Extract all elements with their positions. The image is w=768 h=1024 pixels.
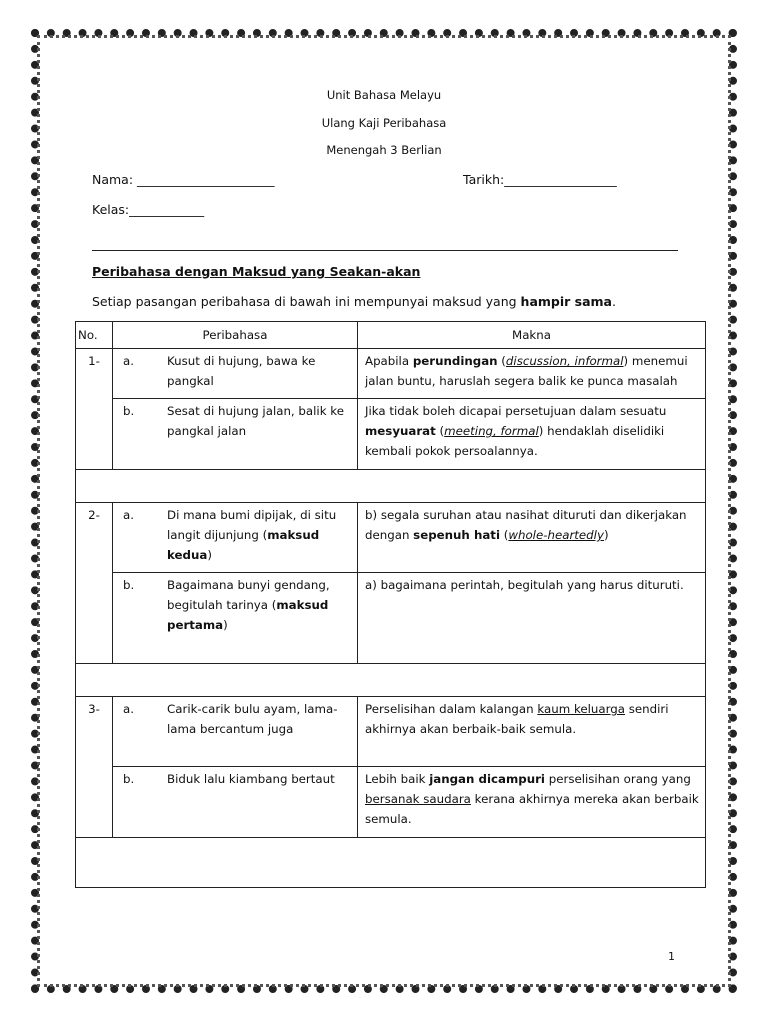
makna-cell: a) bagaimana perintah, begitulah yang harus dituruti.	[358, 573, 706, 664]
header-peribahasa: Peribahasa	[113, 322, 358, 349]
item-label: a.	[113, 503, 168, 573]
tarikh-field[interactable]: Tarikh:__________________	[463, 172, 617, 187]
table-header-row	[76, 322, 706, 349]
table-row	[76, 503, 706, 573]
table-row	[76, 399, 706, 470]
separator-row	[76, 470, 706, 503]
nama-field[interactable]: Nama: ______________________	[92, 172, 275, 187]
peribahasa-cell: Carik-carik bulu ayam, lama-lama bercantum juga	[167, 697, 358, 767]
peribahasa-table	[75, 321, 706, 888]
page-number: 1	[668, 950, 675, 963]
peribahasa-cell: Bagaimana bunyi gendang, begitulah tarinya (maksud pertama)	[167, 573, 358, 664]
row-number: 3-	[76, 697, 113, 838]
item-label: b.	[113, 767, 168, 838]
separator-row	[76, 838, 706, 888]
item-label: a.	[113, 349, 168, 399]
section-title: Peribahasa dengan Maksud yang Seakan-akan	[92, 264, 421, 279]
header-class: Menengah 3 Berlian	[326, 143, 442, 157]
table-row	[76, 697, 706, 767]
row-number: 1-	[76, 349, 113, 470]
header-title: Ulang Kaji Peribahasa	[321, 116, 447, 130]
header-no: No.	[76, 322, 113, 349]
peribahasa-cell: Sesat di hujung jalan, balik ke pangkal jalan	[167, 399, 358, 470]
divider	[92, 250, 678, 251]
kelas-field[interactable]: Kelas:____________	[92, 202, 205, 217]
table-row	[76, 767, 706, 838]
row-number: 2-	[76, 503, 113, 664]
header-makna: Makna	[358, 322, 706, 349]
makna-cell: Lebih baik jangan dicampuri perselisihan orang yang bersanak saudara kerana akhirnya mereka akan berbaik semula.	[358, 767, 706, 838]
makna-cell: b) segala suruhan atau nasihat dituruti dan dikerjakan dengan sepenuh hati (whole-heartedly)	[358, 503, 706, 573]
peribahasa-cell: Di mana bumi dipijak, di situ langit dijunjung (maksud kedua)	[167, 503, 358, 573]
peribahasa-cell: Biduk lalu kiambang bertaut	[167, 767, 358, 838]
header-unit: Unit Bahasa Melayu	[326, 88, 442, 102]
makna-cell: Jika tidak boleh dicapai persetujuan dalam sesuatu mesyuarat (meeting, formal) hendaklah diselidiki kembali pokok persoalannya.	[358, 399, 706, 470]
item-label: b.	[113, 399, 168, 470]
peribahasa-cell: Kusut di hujung, bawa ke pangkal	[167, 349, 358, 399]
makna-cell: Apabila perundingan (discussion, informal) menemui jalan buntu, haruslah segera balik ke punca masalah	[358, 349, 706, 399]
item-label: b.	[113, 573, 168, 664]
item-label: a.	[113, 697, 168, 767]
table-row	[76, 349, 706, 399]
table-row	[76, 573, 706, 664]
separator-row	[76, 664, 706, 697]
intro-text: Setiap pasangan peribahasa di bawah ini mempunyai maksud yang hampir sama.	[92, 294, 616, 309]
makna-cell: Perselisihan dalam kalangan kaum keluarga sendiri akhirnya akan berbaik-baik semula.	[358, 697, 706, 767]
